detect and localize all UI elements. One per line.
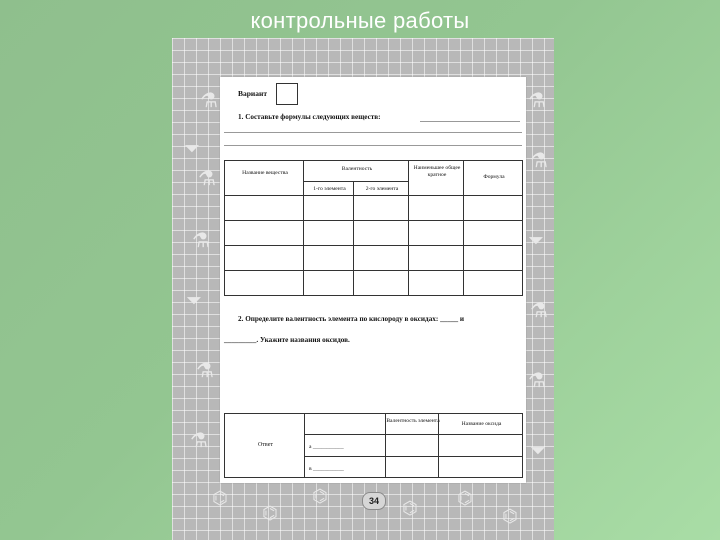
row-b-label: в ___________: [309, 466, 344, 472]
flask-icon: ⚗: [530, 148, 548, 172]
answer-line: [224, 145, 522, 146]
molecule-icon: ⌬: [312, 486, 328, 507]
table-row[interactable]: [224, 245, 523, 271]
col-lcm-header: Наименьшее общее кратное: [413, 165, 461, 178]
slide-title: контрольные работы: [250, 8, 470, 33]
col-valence-header: Валентность: [341, 166, 373, 172]
test-tube-icon: ⚗: [530, 298, 548, 322]
molecule-icon: ⌬: [402, 498, 418, 519]
worksheet-page: [220, 77, 526, 483]
header-cell: [353, 181, 409, 196]
answer-cell: [224, 413, 305, 478]
col-formula-header: Формула: [483, 174, 505, 180]
flask-icon: ⚗: [196, 358, 214, 382]
header-cell: [463, 160, 523, 196]
molecule-icon: ⌬: [457, 488, 473, 509]
table-row[interactable]: [304, 434, 523, 457]
col-name-header: Название вещества: [242, 170, 288, 176]
column-divider: [438, 434, 439, 478]
header-cell: [385, 413, 439, 435]
flask-icon: ⚗: [528, 368, 546, 392]
answer-label: Ответ: [257, 442, 274, 448]
flask-icon: ⚗: [528, 88, 546, 112]
flask-icon: ⚗: [198, 166, 216, 190]
variant-label: Вариант: [238, 89, 268, 98]
header-cell: [303, 160, 409, 182]
answer-line: [224, 132, 522, 133]
column-divider: [463, 195, 464, 296]
funnel-icon: ⏷: [186, 288, 202, 312]
column-divider: [385, 434, 386, 478]
header-cell: [408, 160, 464, 196]
test-tube-icon: ⚗: [190, 428, 208, 452]
table-row[interactable]: [224, 220, 523, 246]
funnel-icon: ⏷: [528, 228, 544, 252]
header-cell: [303, 181, 354, 196]
column-divider: [408, 195, 409, 296]
table-row[interactable]: [224, 195, 523, 221]
task1-answer-line: [420, 121, 520, 122]
task2-text-line1: 2. Определите валентность элемента по кислороду в оксидах: _____ и: [238, 315, 464, 323]
table-row[interactable]: [224, 270, 523, 296]
column-divider: [353, 195, 354, 296]
molecule-icon: ⌬: [212, 488, 228, 509]
row-a-label: а ___________: [309, 444, 344, 450]
molecule-icon: ⌬: [502, 506, 518, 527]
header-cell: [438, 413, 523, 435]
variant-box[interactable]: [276, 83, 298, 105]
task2-text-line2: _________. Укажите названия оксидов.: [224, 336, 350, 344]
col-el1-header: 1-го элемента: [313, 186, 346, 192]
test-tube-icon: ⚗: [192, 228, 210, 252]
col-el2-header: 2-го элемента: [365, 186, 399, 192]
test-tube-icon: ⚗: [200, 88, 218, 112]
column-divider: [303, 195, 304, 296]
task1-text: 1. Составьте формулы следующих веществ:: [238, 113, 381, 121]
header-cell: [224, 160, 304, 196]
table-row[interactable]: [304, 456, 523, 478]
funnel-icon: ⏷: [530, 438, 546, 462]
page-number: 34: [362, 492, 386, 510]
col-oxide-header: Название оксида: [461, 421, 502, 427]
header-cell: [304, 413, 386, 435]
funnel-icon: ⏷: [184, 136, 200, 160]
molecule-icon: ⌬: [262, 503, 278, 524]
col-valence-header: Валентность элемента: [386, 418, 440, 424]
